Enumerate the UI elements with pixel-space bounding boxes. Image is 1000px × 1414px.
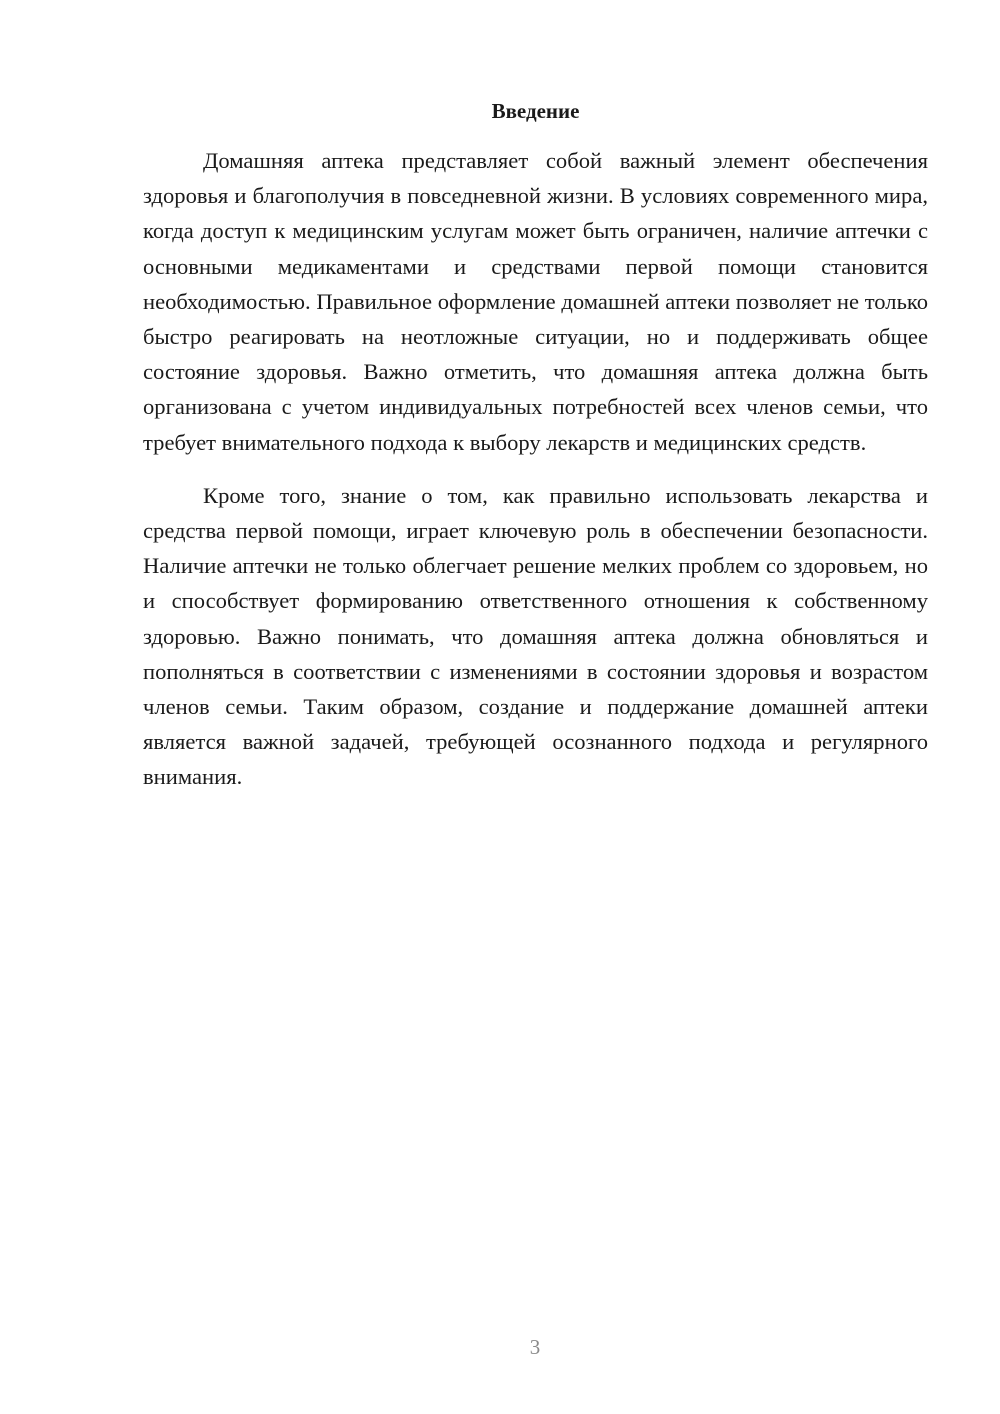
section-heading: Введение: [491, 99, 580, 123]
page-content: [143, 96, 928, 795]
paragraph-intro: Домашняя аптека представляет собой важный элемент обеспечения здоровья и благополучия в повседневной жизни. В условиях современного мира, когда доступ к медицинским услугам может быть ограничен, наличие аптечки с основными медикаментами и средствами первой помощи становится необходимостью. Правильное оформление домашней аптеки позволяет не только быстро реагировать на неотложные ситуации, но и поддерживать общее состояние здоровья. Важно отметить, что домашняя аптека должна быть организована с учетом индивидуальных потребностей всех членов семьи, что требует внимательного подхода к выбору лекарств и медицинских средств.: [143, 148, 928, 455]
page-number: 3: [529, 1335, 541, 1359]
paragraph-second: Кроме того, знание о том, как правильно использовать лекарства и средства первой помощи, играет ключевую роль в обеспечении безопасности. Наличие аптечки не только облегчает решение мелких проблем со здоровьем, но и способствует формированию ответственного отношения к собственному здоровью. Важно понимать, что домашняя аптека должна обновляться и пополняться в соответствии с изменениями в состоянии здоровья и возрастом членов семьи. Таким образом, создание и поддержание домашней аптеки является важной задачей, требующей осознанного подхода и регулярного внимания.: [143, 482, 928, 790]
